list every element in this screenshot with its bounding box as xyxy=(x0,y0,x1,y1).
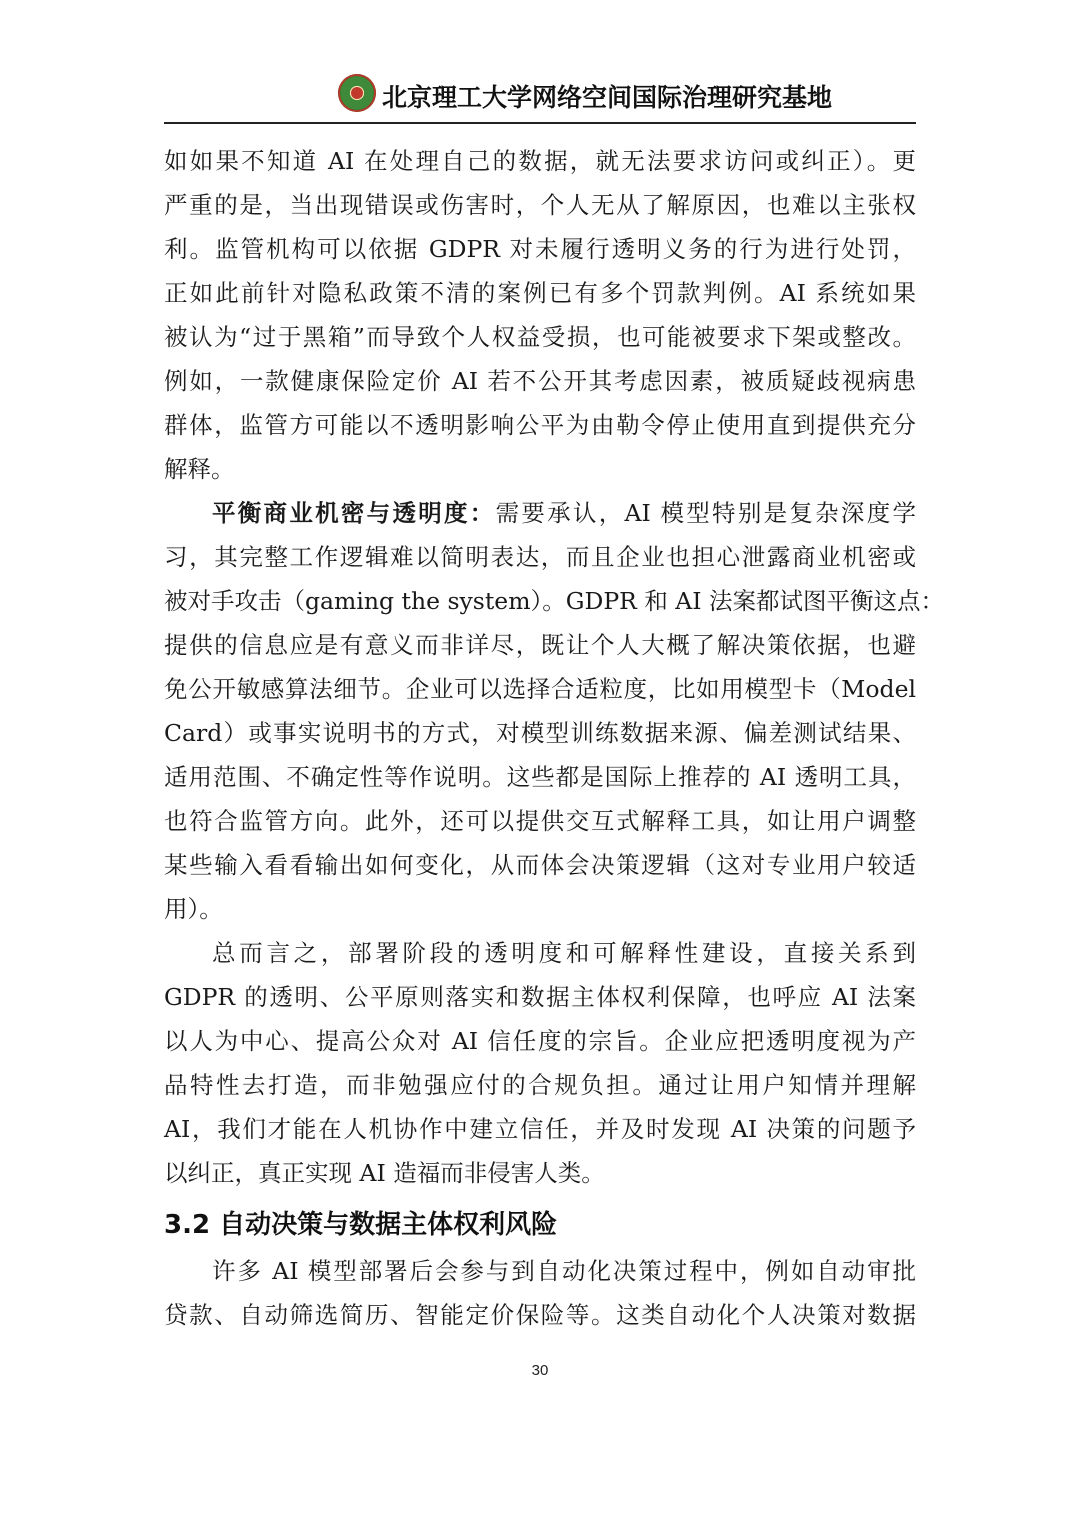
text-line: 群体，监管方可能以不透明影响公平为由勒令停止使用直到提供充分 xyxy=(164,411,916,439)
text-line: 例如，一款健康保险定价 AI 若不公开其考虑因素，被质疑歧视病患 xyxy=(164,367,916,395)
page-number: 30 xyxy=(531,1362,549,1379)
body-text xyxy=(164,139,945,1337)
text-line: AI，我们才能在人机协作中建立信任，并及时发现 AI 决策的问题予 xyxy=(164,1115,916,1143)
text-line: 用）。 xyxy=(164,895,223,923)
text-line xyxy=(164,491,916,535)
text-line: 以人为中心、提高公众对 AI 信任度的宗旨。企业应把透明度视为产 xyxy=(164,1027,916,1055)
paragraph-lead: 平衡商业机密与透明度： xyxy=(212,499,496,527)
text-line: 利。监管机构可以依据 GDPR 对未履行透明义务的行为进行处罚， xyxy=(164,235,916,263)
text-line: 许多 AI 模型部署后会参与到自动化决策过程中，例如自动审批 xyxy=(212,1257,916,1285)
text-line: Card）或事实说明书的方式，对模型训练数据来源、偏差测试结果、 xyxy=(164,719,916,747)
text-line: 习，其完整工作逻辑难以简明表达，而且企业也担心泄露商业机密或 xyxy=(164,543,916,571)
text-line: 被认为“过于黑箱”而导致个人权益受损，也可能被要求下架或整改。 xyxy=(164,323,916,351)
page-header xyxy=(164,70,916,124)
text-line: 也符合监管方向。此外，还可以提供交互式解释工具，如让用户调整 xyxy=(164,807,916,835)
section-heading: 3.2 自动决策与数据主体权利风险 xyxy=(164,1210,558,1240)
text-line: 如如果不知道 AI 在处理自己的数据，就无法要求访问或纠正）。更 xyxy=(164,147,916,175)
university-seal-icon xyxy=(338,74,376,112)
header-title: 北京理工大学网络空间国际治理研究基地 xyxy=(382,83,833,112)
text-line: 总而言之，部署阶段的透明度和可解释性建设，直接关系到 xyxy=(212,939,916,967)
text-line: 适用范围、不确定性等作说明。这些都是国际上推荐的 AI 透明工具， xyxy=(164,763,916,791)
paragraph xyxy=(164,491,945,931)
text-line: 某些输入看看输出如何变化，从而体会决策逻辑（这对专业用户较适 xyxy=(164,851,916,879)
text-line: 以纠正，真正实现 AI 造福而非侵害人类。 xyxy=(164,1159,605,1187)
text-line: 解释。 xyxy=(164,455,235,483)
paragraph xyxy=(164,139,916,491)
text-line: 被对手攻击（gaming the system）。GDPR 和 AI 法案都试图平衡这点： xyxy=(164,587,945,615)
text-run: 需要承认，AI 模型特别是复杂深度学 xyxy=(495,499,916,527)
text-line: 免公开敏感算法细节。企业可以选择合适粒度，比如用模型卡（Model xyxy=(164,675,916,703)
paragraph xyxy=(164,1249,916,1337)
text-line: GDPR 的透明、公平原则落实和数据主体权利保障，也呼应 AI 法案 xyxy=(164,983,916,1011)
text-line: 提供的信息应是有意义而非详尽，既让个人大概了解决策依据，也避 xyxy=(164,631,916,659)
text-line: 严重的是，当出现错误或伤害时，个人无从了解原因，也难以主张权 xyxy=(164,191,916,219)
text-line: 品特性去打造，而非勉强应付的合规负担。通过让用户知情并理解 xyxy=(164,1071,916,1099)
text-line: 贷款、自动筛选简历、智能定价保险等。这类自动化个人决策对数据 xyxy=(164,1301,916,1329)
paragraph xyxy=(164,931,916,1195)
text-line: 正如此前针对隐私政策不清的案例已有多个罚款判例。AI 系统如果 xyxy=(164,279,916,307)
